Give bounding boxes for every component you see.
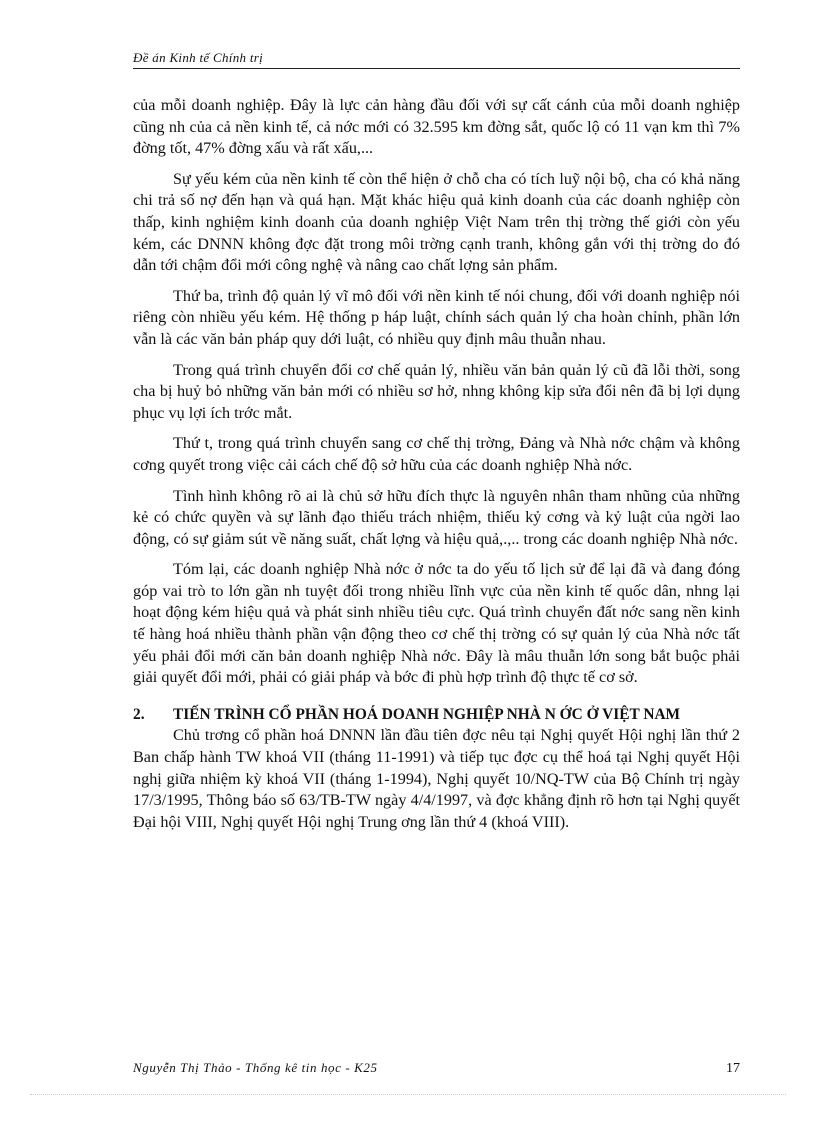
paragraph: Thứ ba, trình độ quản lý vĩ mô đối với nền kinh tế nói chung, đối với doanh nghiệp nói riêng còn nhiều yếu kém. Hệ thống p háp luật, chính sách quản lý cha hoàn chỉnh, phần lớn vẫn là các văn bản pháp quy dới luật, có nhiều quy định mâu thuẫn nhau.: [133, 286, 740, 348]
page-footer: [133, 1060, 740, 1077]
paragraph: Thứ t, trong quá trình chuyển sang cơ chế thị trờng, Đảng và Nhà nớc chậm và không cơng quyết trong việc cải cách chế độ sở hữu của các doanh nghiệp Nhà nớc.: [133, 434, 740, 474]
section-heading: [133, 704, 740, 726]
footer-author-line: Nguyễn Thị Thảo - Thống kê tin học - K25: [133, 1060, 378, 1075]
page-bottom-divider: [30, 1094, 786, 1095]
paragraph: Trong quá trình chuyển đổi cơ chế quản lý, nhiều văn bản quản lý cũ đã lỗi thời, song cha bị huỷ bỏ những văn bản mới có nhiều sơ hở, nhng không kịp sửa đổi nên đã bị lợi dụng phục vụ lợi ích trớc mắt.: [133, 360, 740, 422]
paragraph: Tình hình không rõ ai là chủ sở hữu đích thực là nguyên nhân tham nhũng của những kẻ có chức quyền và sự lãnh đạo thiếu trách nhiệm, thiếu kỷ cơng và kỷ luật của ngời lao động, có sự giảm sút về năng suất, chất lợng và hiệu quả,.,.. trong các doanh nghiệp Nhà nớc.: [133, 486, 740, 548]
section-number: 2.: [133, 705, 145, 723]
section-title: TIẾN TRÌNH CỔ PHẦN HOÁ DOANH NGHIỆP NHÀ N ỚC Ở VIỆT NAM: [173, 705, 681, 723]
paragraph: Sự yếu kém của nền kinh tế còn thể hiện ở chỗ cha có tích luỹ nội bộ, cha có khả năng chi trả số nợ đến hạn và quá hạn. Mặt khác hiệu quả kinh doanh của các doanh nghiệp còn thấp, kinh nghiệm kinh doanh của doanh nghiệp Việt Nam trên thị trờng thế giới còn yếu kém, các DNNN không đợc đặt trong môi trờng cạnh tranh, không gắn với thị trờng do đó dẫn tới chậm đổi mới công nghệ và nâng cao chất lợng sản phẩm.: [133, 169, 740, 275]
header-rule: [133, 68, 740, 69]
paragraph-continuation: của mỗi doanh nghiệp. Đây là lực cản hàng đầu đối với sự cất cánh của mỗi doanh nghiệp cũng nh của cả nền kinh tế, cả nớc mới có 32.595 km đờng sắt, quốc lộ có 11 vạn km thì 7% đờng tốt, 47% đờng xấu và rất xấu,...: [133, 96, 740, 158]
page-number: 17: [726, 1061, 740, 1076]
running-title: Đề án Kinh tế Chính trị: [133, 50, 264, 65]
page-header: [133, 50, 740, 69]
paragraph: Tóm lại, các doanh nghiệp Nhà nớc ở nớc ta do yếu tố lịch sử để lại đã và đang đóng góp vai trò to lớn gần nh tuyệt đối trong nhiều lĩnh vực của nền kinh tế quốc dân, nhng lại hoạt động kém hiệu quả và phát sinh nhiều tiêu cực. Quá trình chuyển đất nớc sang nền kinh tế hàng hoá nhiều thành phần vận động theo cơ chế thị trờng có sự quản lý của Nhà nớc tất yếu phải đổi mới căn bản doanh nghiệp Nhà nớc. Đây là mâu thuẫn lớn song bắt buộc phải giải quyết đổi mới, phải có giải pháp và bớc đi phù hợp trình độ thực tế cơ sở.: [133, 560, 740, 687]
page-body: [133, 95, 740, 842]
section-paragraph: Chủ trơng cổ phần hoá DNNN lần đầu tiên đợc nêu tại Nghị quyết Hội nghị lần thứ 2 Ban chấp hành TW khoá VII (tháng 11-1991) và tiếp tục đợc cụ thể hoá tại Nghị quyết Hội nghị giữa nhiệm kỳ khoá VII (tháng 1-1994), Nghị quyết 10/NQ-TW của Bộ Chính trị ngày 17/3/1995, Thông báo số 63/TB-TW ngày 4/4/1997, và đợc khẳng định rõ hơn tại Nghị quyết Đại hội VIII, Nghị quyết Hội nghị Trung ơng lần thứ 4 (khoá VIII).: [133, 726, 740, 831]
